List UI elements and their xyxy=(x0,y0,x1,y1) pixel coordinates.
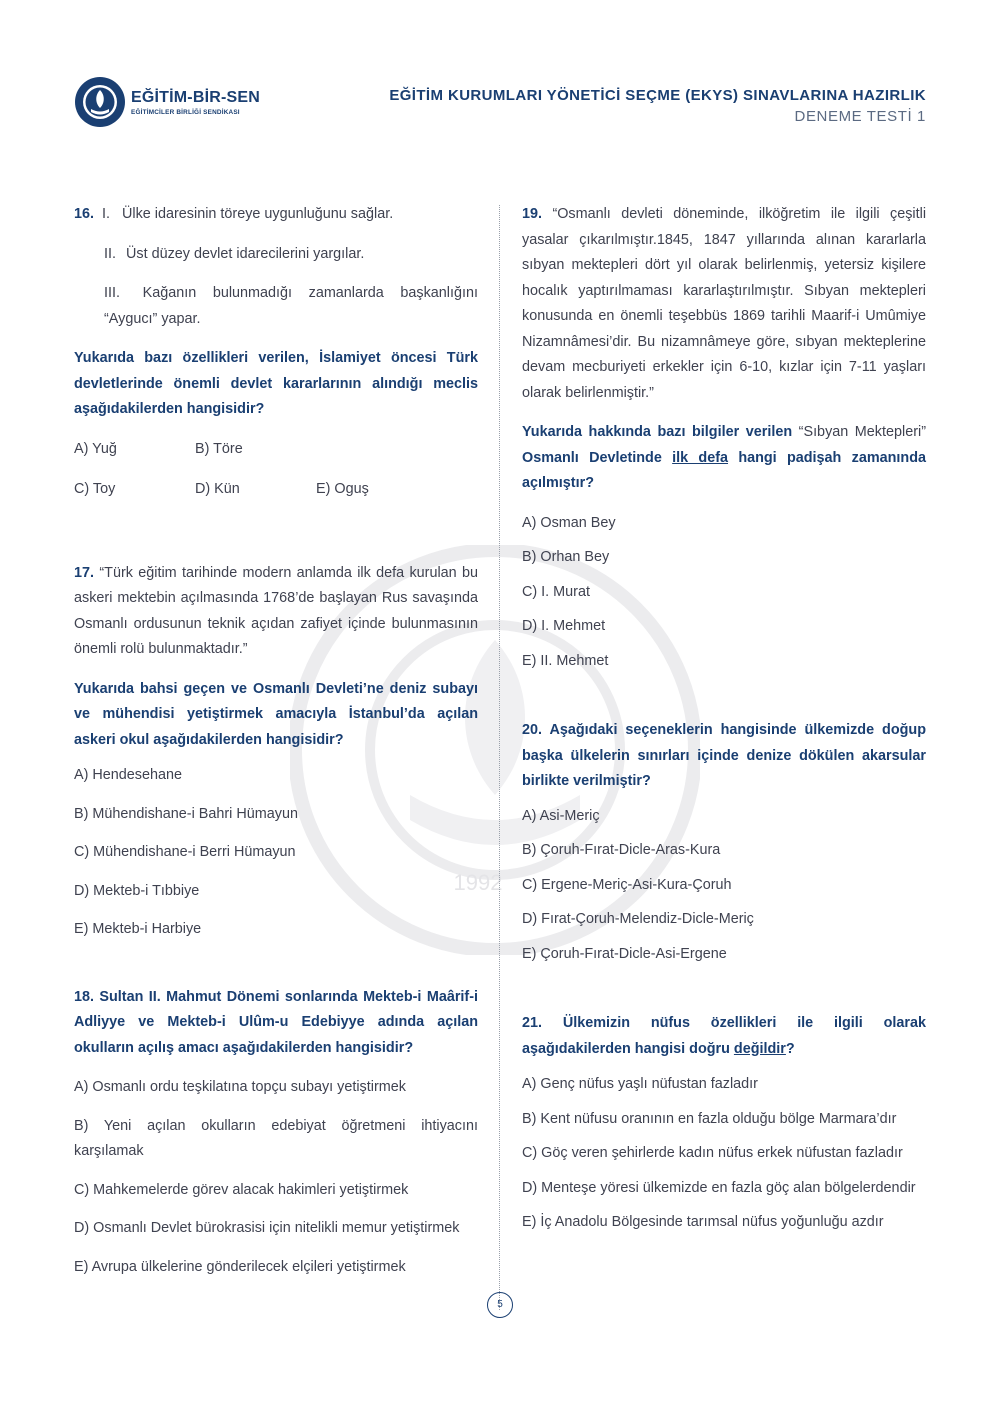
stem-part-3: hangi padişah zamanında açılmıştır? xyxy=(522,449,927,491)
option-e[interactable]: E) İç Anadolu Bölgesinde tarımsal nüfus yoğunluğu azdır xyxy=(522,1214,884,1230)
option-b[interactable]: B) Mühendishane-i Bahri Hümayun xyxy=(74,805,298,822)
option-d[interactable]: D) I. Mehmet xyxy=(522,618,606,634)
question-number: 16. xyxy=(74,206,95,222)
stem-quoted: “Sıbyan Mektepleri” xyxy=(798,424,926,440)
question-18-stem xyxy=(74,985,478,1062)
option-b[interactable]: B) Kent nüfusu oranının en fazla olduğu bölge Marmara’dır xyxy=(522,1110,897,1127)
option-b[interactable]: B) Orhan Bey xyxy=(522,549,610,565)
stem-underlined: değildir xyxy=(733,1040,786,1057)
option-c[interactable]: C) I. Murat xyxy=(522,583,590,600)
question-number: 21. xyxy=(522,1015,543,1031)
item-text: Ülke idaresinin töreye uygunluğunu sağlar. xyxy=(122,206,394,222)
stem-part-2: Osmanlı Devletinde xyxy=(522,449,662,466)
option-e[interactable]: E) Avrupa ülkelerine gönderilecek elçileri yetiştirmek xyxy=(74,1258,406,1275)
option-d[interactable]: D) Menteşe yöresi ülkemizde en fazla göç alan bölgelerdendir xyxy=(522,1179,916,1196)
option-a[interactable]: A) Osmanlı ordu teşkilatına topçu subayı yetiştirmek xyxy=(74,1079,406,1095)
document-title: EĞİTİM KURUMLARI YÖNETİCİ SEÇME (EKYS) SINAVLARINA HAZIRLIK xyxy=(389,87,926,104)
logo-subtitle: EĞİTİMCİLER BİRLİĞİ SENDİKASI xyxy=(131,109,240,116)
option-a[interactable]: A) Asi-Meriç xyxy=(522,807,600,824)
option-c[interactable]: C) Mahkemelerde görev alacak hakimleri yetiştirmek xyxy=(74,1181,409,1198)
option-c[interactable]: C) Göç veren şehirlerde kadın nüfus erkek nüfustan fazladır xyxy=(522,1145,903,1161)
passage-text: “Osmanlı devleti döneminde, ilköğretim ile ilgili çeşitli yasalar çıkarılmıştır.1845, 1847 yıllarında alınan kararlarla sıbyan mektepleri dört yıl olarak belirlenmiş, yetersiz kişilere hocalık yaptırılmaması kararlaştırılmıştır. Sıbyan mektepleri konusunda en önemli teşebbüs 1869 tarihli Maarif-i Umûmiye Nizamnâmesi’dir. Bu nizamnâmeye göre, sıbyan mekteplerine devam mecburiyeti erkekler için 6-10, kızlar için 7-11 yaşları olarak belirlenmiştir.” xyxy=(522,206,927,401)
watermark-year: 1992 xyxy=(453,870,503,895)
option-a[interactable]: A) Hendesehane xyxy=(74,767,183,783)
option-d[interactable]: D) Osmanlı Devlet bürokrasisi için nitelikli memur yetiştirmek xyxy=(74,1220,460,1236)
passage-text: “Türk eğitim tarihinde modern anlamda ilk defa kurulan bu askeri mektebin açılmasında 1768’de başlayan Rus savaşında Osmanlı ordusunun teknik açıdan zafiyet içinde bulunmasının önemli rolü bulunmaktadır.” xyxy=(74,564,478,657)
question-16-item-2 xyxy=(74,242,478,268)
option-a[interactable]: A) Yuğ xyxy=(74,440,117,457)
question-17-passage xyxy=(74,561,478,663)
option-e[interactable]: E) II. Mehmet xyxy=(522,652,609,669)
option-e[interactable]: E) Oguş xyxy=(316,480,369,497)
option-e[interactable]: E) Çoruh-Fırat-Dicle-Asi-Ergene xyxy=(522,945,727,962)
stem-part-2: ? xyxy=(785,1040,795,1057)
stem-text: Aşağıdaki seçeneklerin hangisinde ülkemizde doğup başka ülkelerin sınırları içinde denize dökülen akarsular birlikte verilmiştir? xyxy=(522,722,926,789)
option-c[interactable]: C) Mühendishane-i Berri Hümayun xyxy=(74,844,296,860)
option-a[interactable]: A) Osman Bey xyxy=(522,514,616,531)
union-seal-icon xyxy=(74,76,126,128)
option-e[interactable]: E) Mekteb-i Harbiye xyxy=(74,921,202,937)
question-16-stem: Yukarıda bazı özellikleri verilen, İslamiyet öncesi Türk devletlerinde önemli devlet kararlarının alındığı meclis aşağıdakilerden hangisidir? xyxy=(74,350,478,417)
option-c[interactable]: C) Ergene-Meriç-Asi-Kura-Çoruh xyxy=(522,876,732,893)
logo-name: EĞİTİM-BİR-SEN xyxy=(131,89,261,106)
option-d[interactable]: D) Mekteb-i Tıbbiye xyxy=(74,882,200,899)
left-column xyxy=(74,202,478,1280)
question-17 xyxy=(74,561,478,943)
question-20-stem xyxy=(522,718,926,795)
page-header xyxy=(0,0,1000,160)
question-18 xyxy=(74,985,478,1281)
question-number: 17. xyxy=(74,564,95,581)
question-number: 19. xyxy=(522,206,543,222)
option-d[interactable]: D) Kün xyxy=(195,480,240,497)
question-16-options xyxy=(74,437,478,517)
roman-numeral: II. xyxy=(104,245,116,262)
item-text: Üst düzey devlet idarecilerini yargılar. xyxy=(126,245,365,262)
stem-text: Sultan II. Mahmut Dönemi sonlarında Mekteb-i Maârif-i Adliyye ve Mekteb-i Ulûm-u Edebiyye adında açılan okulların açılış amacı aşağıdakilerden hangisidir? xyxy=(74,988,479,1056)
question-19 xyxy=(522,202,926,674)
question-21-stem xyxy=(522,1011,926,1062)
column-divider xyxy=(499,205,500,1310)
option-c[interactable]: C) Toy xyxy=(74,480,116,497)
document-subtitle: DENEME TESTİ 1 xyxy=(794,108,926,125)
question-21 xyxy=(522,1011,926,1236)
roman-numeral: I. xyxy=(102,206,111,222)
question-16-item-1 xyxy=(74,202,478,228)
question-number: 18. xyxy=(74,988,95,1005)
option-b[interactable]: B) Çoruh-Fırat-Dicle-Aras-Kura xyxy=(522,842,721,858)
question-number: 20. xyxy=(522,722,543,738)
union-logo xyxy=(74,76,274,128)
question-16 xyxy=(74,202,478,517)
stem-part-1: Yukarıda hakkında bazı bilgiler verilen xyxy=(522,424,793,440)
option-a[interactable]: A) Genç nüfus yaşlı nüfustan fazladır xyxy=(522,1076,758,1092)
right-column xyxy=(522,202,926,1236)
option-b[interactable]: B) Töre xyxy=(195,440,243,457)
question-19-passage xyxy=(522,202,926,406)
question-20 xyxy=(522,718,926,967)
question-16-item-3 xyxy=(74,281,478,332)
roman-numeral: III. xyxy=(104,285,120,301)
page-number: 5 xyxy=(487,1292,513,1318)
option-b[interactable]: B) Yeni açılan okulların edebiyat öğretmeni ihtiyacını karşılamak xyxy=(74,1117,478,1159)
stem-part-1: Ülkemizin nüfus özellikleri ile ilgili olarak aşağıdakilerden hangisi doğru xyxy=(522,1015,926,1057)
stem-underlined: ilk defa xyxy=(672,449,729,466)
option-d[interactable]: D) Fırat-Çoruh-Melendiz-Dicle-Meriç xyxy=(522,911,754,927)
question-17-stem: Yukarıda bahsi geçen ve Osmanlı Devleti’ne deniz subayı ve mühendisi yetiştirmek amacıyla İstanbul’da açılan askeri okul aşağıdakilerden hangisidir? xyxy=(74,680,478,748)
item-text: Kağanın bulunmadığı zamanlarda başkanlığını “Aygucı” yapar. xyxy=(104,285,479,327)
question-19-stem xyxy=(522,420,926,497)
